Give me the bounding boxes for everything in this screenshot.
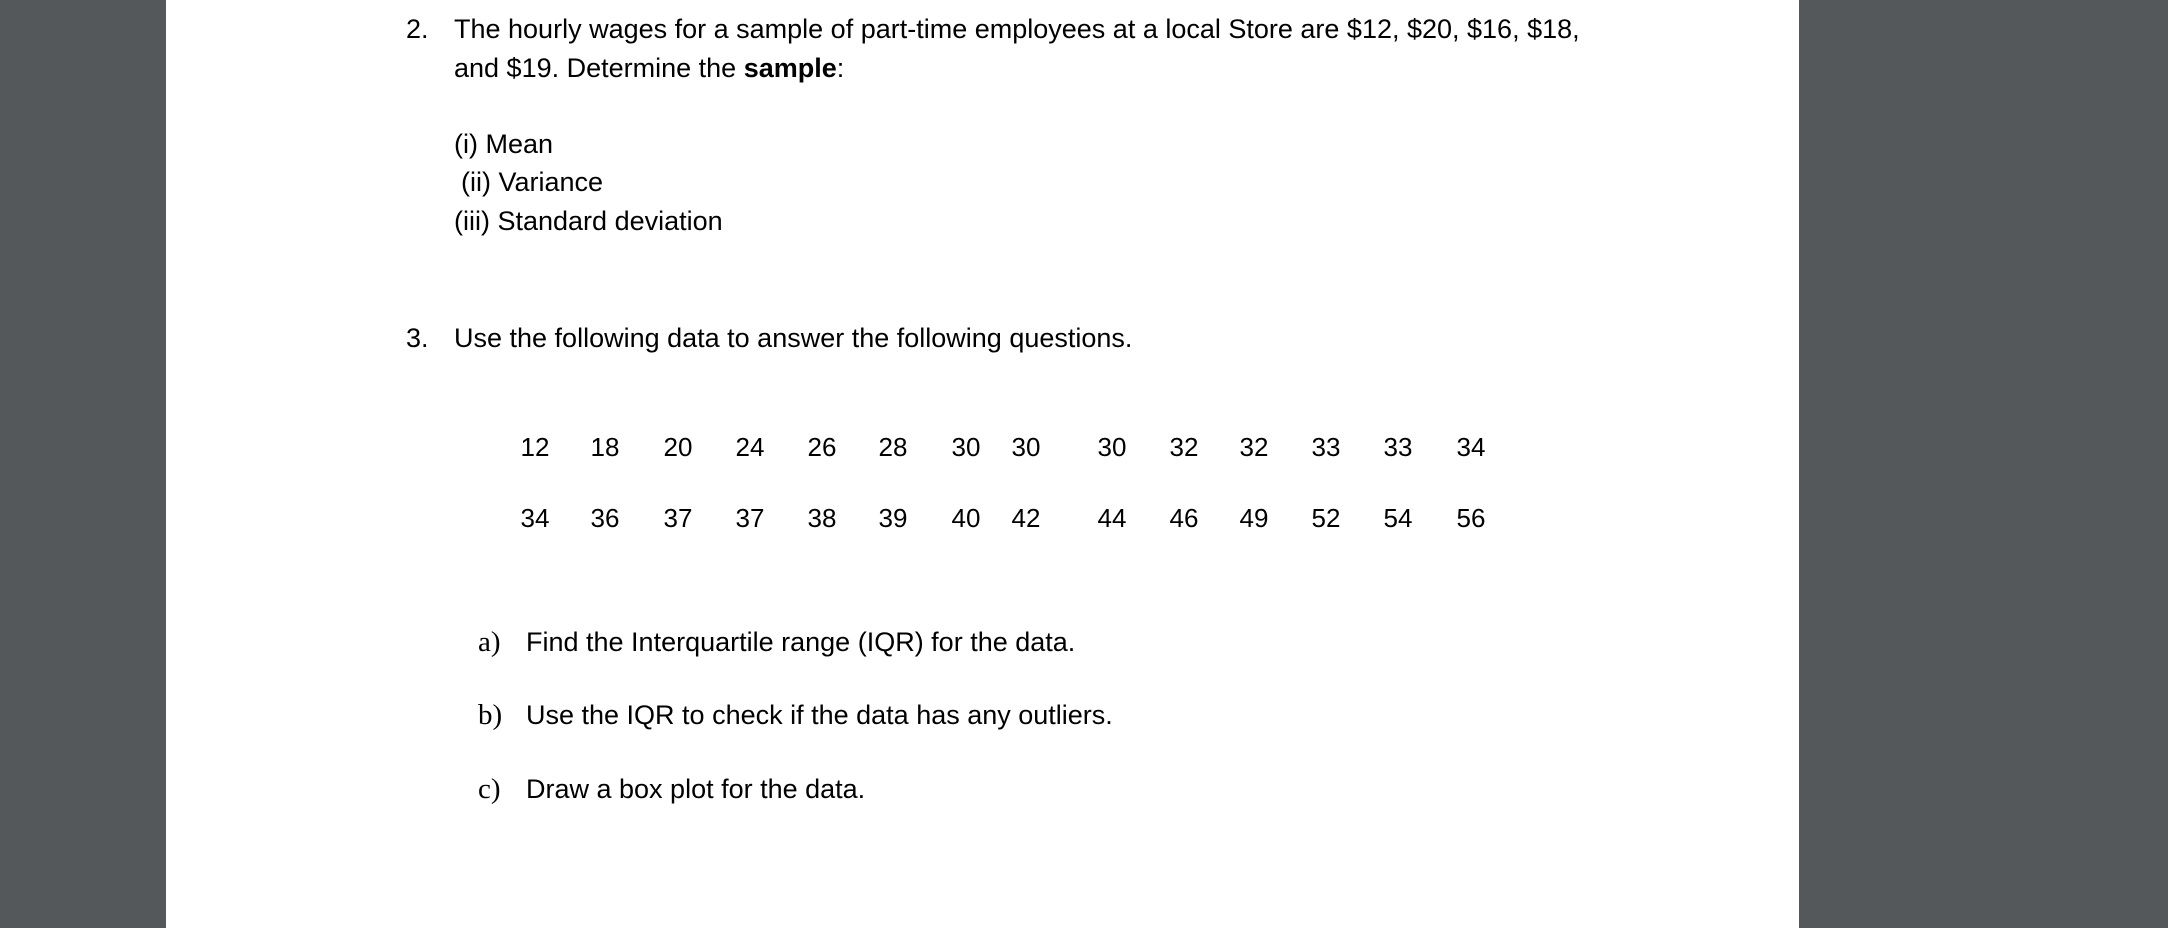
data-value: 49 — [1239, 503, 1269, 533]
data-value: 26 — [807, 432, 837, 462]
data-value: 33 — [1311, 432, 1341, 462]
data-value: 37 — [735, 503, 765, 533]
question-2-part-mean: (i) Mean — [454, 129, 554, 159]
data-value: 36 — [590, 503, 620, 533]
question-3-number: 3. — [406, 323, 429, 353]
question-2-sample-bold: sample — [743, 53, 837, 83]
question-2-line-2-prefix: and $19. Determine the — [454, 53, 744, 83]
data-value: 20 — [663, 432, 693, 462]
item-c-letter: c) — [478, 773, 501, 805]
data-value: 56 — [1456, 503, 1486, 533]
data-value: 32 — [1239, 432, 1269, 462]
data-value: 42 — [1011, 503, 1041, 533]
question-2-number: 2. — [406, 14, 429, 44]
data-value: 39 — [878, 503, 908, 533]
data-value: 28 — [878, 432, 908, 462]
data-value: 18 — [590, 432, 620, 462]
data-value: 37 — [663, 503, 693, 533]
document-page — [166, 0, 1799, 928]
data-value: 30 — [951, 432, 981, 462]
data-value: 54 — [1383, 503, 1413, 533]
item-a-letter: a) — [478, 626, 501, 658]
data-value: 33 — [1383, 432, 1413, 462]
data-value: 34 — [520, 503, 550, 533]
question-2-line-2 — [454, 49, 844, 87]
data-value: 30 — [1097, 432, 1127, 462]
question-2-part-variance: (ii) Variance — [461, 167, 604, 197]
data-value: 32 — [1169, 432, 1199, 462]
data-value: 46 — [1169, 503, 1199, 533]
data-value: 40 — [951, 503, 981, 533]
item-b-letter: b) — [478, 699, 503, 731]
data-value: 34 — [1456, 432, 1486, 462]
item-c-text: Draw a box plot for the data. — [526, 774, 866, 804]
data-value: 44 — [1097, 503, 1127, 533]
data-value: 30 — [1011, 432, 1041, 462]
item-a-text: Find the Interquartile range (IQR) for the data. — [526, 627, 1076, 657]
question-2-line-2-suffix: : — [836, 53, 845, 83]
item-b-text: Use the IQR to check if the data has any outliers. — [526, 700, 1113, 730]
question-2-line-1: The hourly wages for a sample of part-time employees at a local Store are $12, $20, $16, $18, — [454, 14, 1580, 44]
data-value: 24 — [735, 432, 765, 462]
question-2-part-stdev: (iii) Standard deviation — [454, 206, 723, 236]
data-value: 12 — [520, 432, 550, 462]
question-3-text: Use the following data to answer the following questions. — [454, 323, 1133, 353]
data-value: 52 — [1311, 503, 1341, 533]
data-value: 38 — [807, 503, 837, 533]
